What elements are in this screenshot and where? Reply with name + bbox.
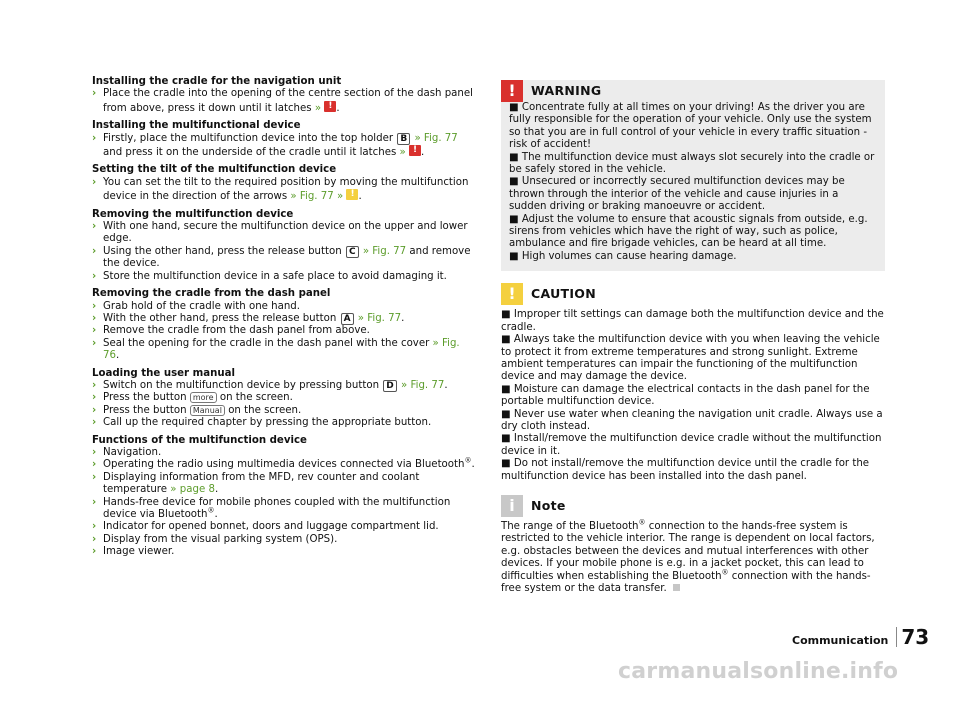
arrow-icon: › <box>92 546 97 558</box>
list-item: › Image viewer. <box>92 546 175 558</box>
section-heading: Installing the multifunctional device <box>92 120 301 132</box>
section-heading: Loading the user manual <box>92 367 235 379</box>
warning-icon <box>409 145 421 156</box>
arrow-icon: › <box>92 176 97 188</box>
arrow-icon: › <box>92 379 97 391</box>
arrow-icon: › <box>92 337 97 349</box>
step: › Call up the required chapter by pressing the appropriate button. <box>92 417 432 429</box>
arrow-icon: › <box>92 392 97 404</box>
arrow-icon: › <box>92 325 97 337</box>
warning-box <box>501 80 885 271</box>
caution-box <box>501 283 885 483</box>
section-heading: Removing the multifunction device <box>92 208 294 220</box>
watermark: carmanualsonline.info <box>618 659 899 684</box>
warning-item: ■ Adjust the volume to ensure that acoustic signals from outside, e.g. sirens from vehicles which have the right of way, such as police, ambulance and fire brigade vehicles, can be heard at all time. <box>509 213 868 250</box>
step: › With one hand, secure the multifunction device on the upper and lower edge. <box>92 221 468 245</box>
arrow-icon: › <box>92 471 97 483</box>
chapter-name: Communication <box>792 634 889 647</box>
step: › Seal the opening for the cradle in the dash panel with the cover » Fig. 76. <box>92 337 460 362</box>
section-functions <box>92 435 476 559</box>
list-item: › Displaying information from the MFD, rev counter and coolant temperature » page 8. <box>92 471 420 496</box>
arrow-icon: › <box>92 312 97 324</box>
list-item: › Hands-free device for mobile phones coupled with the multifunction device via Bluetooth®. <box>92 496 451 520</box>
caution-item: ■ Install/remove the multifunction device cradle without the multifunction device in it. <box>501 433 882 457</box>
step: › Firstly, place the multifunction device into the top holder B » Fig. 77 and press it on the underside of the cradle until it latches » ! . <box>92 133 476 160</box>
note-header <box>501 495 885 517</box>
manual-softkey: Manual <box>190 405 225 416</box>
step: › Switch on the multifunction device by pressing button D » Fig. 77. <box>92 379 448 391</box>
warning-item: ■ Concentrate fully at all times on your driving! As the driver you are fully responsible for the operation of your vehicle. Only use the system so that you are in full control of your vehicle in every traffic situation - risk of accident! <box>509 102 872 151</box>
arrow-icon: › <box>92 521 97 533</box>
list-item: › Display from the visual parking system (OPS). <box>92 533 338 545</box>
ref-link[interactable]: » <box>337 191 344 203</box>
list-item: › Operating the radio using multimedia devices connected via Bluetooth®. <box>92 456 475 471</box>
caution-title: CAUTION <box>531 286 596 302</box>
warning-item: ■ High volumes can cause hearing damage. <box>509 250 737 262</box>
page-link[interactable]: » page 8 <box>170 484 215 496</box>
warning-header <box>501 80 877 102</box>
note-box <box>501 495 885 595</box>
fig-link[interactable]: » Fig. 76 <box>103 337 460 362</box>
step: › With the other hand, press the release button A » Fig. 77. <box>92 312 405 324</box>
end-marker <box>673 584 680 591</box>
caution-item: ■ Improper tilt settings can damage both the multifunction device and the cradle. <box>501 309 884 333</box>
step: › Press the button Manual on the screen. <box>92 404 302 416</box>
info-icon: i <box>501 495 523 517</box>
fig-link[interactable]: » Fig. 77 <box>414 132 458 144</box>
caution-icon <box>346 189 358 200</box>
step: › You can set the tilt to the required position by moving the multifunction device in the direction of the arrows » Fig. 77 » ! . <box>92 177 476 204</box>
ref-link[interactable]: » <box>399 147 406 159</box>
caution-item: ■ Moisture can damage the electrical contacts in the dash panel for the portable multifunction device. <box>501 383 870 408</box>
fig-link[interactable]: » Fig. 77 <box>401 379 445 391</box>
arrow-icon: › <box>92 300 97 312</box>
section-heading: Installing the cradle for the navigation unit <box>92 76 342 87</box>
warning-title: WARNING <box>531 82 602 98</box>
section-cradle-install <box>92 76 476 115</box>
section-device-install <box>92 120 476 159</box>
key-b-label: B <box>397 133 410 145</box>
step: › Using the other hand, press the release button C » Fig. 77 and remove the device. <box>92 245 471 270</box>
fig-link[interactable]: » Fig. 77 <box>362 245 407 257</box>
section-remove-device <box>92 209 476 283</box>
arrow-icon: › <box>92 496 97 508</box>
warning-icon <box>324 101 336 112</box>
warning-item: ■ Unsecured or incorrectly secured multifunction devices may be thrown through the interior of the vehicle and cause injuries in a sudden driving or braking manoeuvre or accident. <box>509 176 845 213</box>
footer-divider <box>896 627 897 647</box>
arrow-icon: › <box>92 221 97 233</box>
page-footer <box>792 627 929 647</box>
section-tilt <box>92 164 476 203</box>
step: › Press the button more on the screen. <box>92 392 293 404</box>
key-d-label: D <box>383 380 396 392</box>
arrow-icon: › <box>92 270 97 282</box>
key-c-label: C <box>346 246 359 258</box>
arrow-icon: › <box>92 132 97 144</box>
ref-link[interactable]: » <box>314 102 322 114</box>
section-manual <box>92 368 476 430</box>
note-text: The range of the Bluetooth® connection to the hands-free system is restricted to the vehicle interior. The range is dependent on local factors, e.g. obstacles between the devices and mutual interferences with other devices. If your mobile phone is e.g. in a jacket pocket, this can lead to difficulties when establishing the Bluetooth® connection with the hands-free system or the data transfer. <box>501 518 875 594</box>
arrow-icon: › <box>92 404 97 416</box>
step: › Remove the cradle from the dash panel from above. <box>92 325 370 337</box>
arrow-icon: › <box>92 459 97 471</box>
caution-item: ■ Never use water when cleaning the navigation unit cradle. Always use a dry cloth instead. <box>501 408 883 432</box>
arrow-icon: › <box>92 417 97 429</box>
section-heading: Setting the tilt of the multifunction device <box>92 164 337 176</box>
right-column <box>501 80 885 595</box>
section-heading: Removing the cradle from the dash panel <box>92 288 331 300</box>
list-item: › Navigation. <box>92 446 162 458</box>
warning-icon: ! <box>501 80 523 102</box>
section-heading: Functions of the multifunction device <box>92 434 307 446</box>
note-title: Note <box>531 497 566 513</box>
caution-icon: ! <box>501 283 523 305</box>
caution-item: ■ Always take the multifunction device with you when leaving the vehicle to protect it from extreme temperatures and strong sunlight. Extreme ambient temperatures can impair the functioning of the multifunction device and may damage the device. <box>501 334 880 383</box>
section-remove-cradle <box>92 288 476 362</box>
page-number: 73 <box>901 625 930 649</box>
arrow-icon: › <box>92 446 97 458</box>
list-item: › Indicator for opened bonnet, doors and luggage compartment lid. <box>92 521 439 533</box>
warning-item: ■ The multifunction device must always slot securely into the cradle or be safely stored in the vehicle. <box>509 151 875 176</box>
caution-header <box>501 283 885 305</box>
more-softkey: more <box>190 392 217 403</box>
arrow-icon: › <box>92 245 97 257</box>
fig-link[interactable]: » Fig. 77 <box>290 191 334 203</box>
caution-item: ■ Do not install/remove the multifunction device until the cradle for the multifunction device has been installed into the dash panel. <box>501 458 870 482</box>
arrow-icon: › <box>92 533 97 545</box>
key-a-label: A <box>341 313 354 325</box>
left-column <box>92 76 476 564</box>
step: › Place the cradle into the opening of the centre section of the dash panel from above, press it down until it latches » ! . <box>92 88 476 115</box>
fig-link[interactable]: » Fig. 77 <box>357 312 402 324</box>
step: › Store the multifunction device in a safe place to avoid damaging it. <box>92 270 447 282</box>
step: › Grab hold of the cradle with one hand. <box>92 300 301 312</box>
arrow-icon: › <box>92 88 97 100</box>
